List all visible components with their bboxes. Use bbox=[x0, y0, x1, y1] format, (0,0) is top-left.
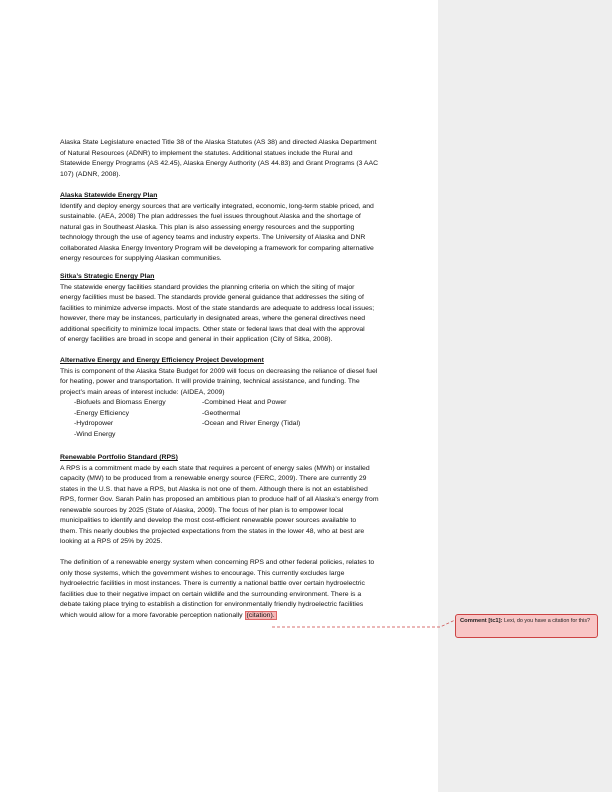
text-line: Statewide Energy Programs (AS 42.45), Alaska Energy Authority (AS 44.83) and Grant Programs (3 AAC bbox=[60, 160, 379, 167]
text-line: looking at a RPS of 25% by 2025. bbox=[60, 538, 163, 545]
text-line: capacity (MW) to be produced from a renewable energy source (FERC, 2009). There are currently 29 bbox=[60, 475, 367, 482]
text-line: states in the U.S. that have a RPS, but Alaska is not one of them. Although there is not an established bbox=[60, 485, 368, 493]
text-line: only those systems, which the government wishes to encourage. This currently excludes large bbox=[60, 569, 345, 577]
list-item: -Biofuels and Biomass Energy bbox=[74, 399, 166, 406]
section-heading: Alaska Statewide Energy Plan bbox=[60, 192, 158, 199]
text-line: however, there may be instances, particularly in designated areas, where the general directives need bbox=[60, 315, 366, 322]
text-line: natural gas in Southeast Alaska. This plan is also assessing energy resources and the supporting bbox=[60, 223, 355, 231]
text-line: 107) (ADNR, 2008). bbox=[60, 170, 121, 178]
citation-highlight[interactable]: (citation). bbox=[246, 611, 275, 619]
text-line: them. This nearly doubles the projected expectations from the states in the lower 48, who at best are bbox=[60, 527, 365, 535]
text-line: technology through the use of agency teams and industry experts. The University of Alaska and DNR bbox=[60, 234, 366, 241]
list-item: -Hydropower bbox=[74, 420, 114, 428]
text-line: sustainable. (AEA, 2008) The plan addresses the fuel issues throughout Alaska and the shortage of bbox=[60, 213, 361, 220]
text-line: The definition of a renewable energy system when concerning RPS and other federal policies, relates to bbox=[60, 559, 375, 566]
section-heading: Alternative Energy and Energy Efficiency Project Development bbox=[60, 357, 264, 364]
text-line: of Natural Resources (ADNR) to implement the statutes. Additional statues include the Rural and bbox=[60, 149, 353, 157]
section-heading: Renewable Portfolio Standard (RPS) bbox=[60, 454, 178, 461]
text-line: additional specificity to minimize local impacts. Other state or federal laws that deal with the approval bbox=[60, 325, 365, 333]
text-line: energy resources for supplying Alaskan communities. bbox=[60, 255, 222, 262]
comment-label: Comment [tc1]: bbox=[460, 618, 503, 624]
comment-text: Lexi, do you have a citation for this? bbox=[502, 618, 591, 624]
text-line: collaborated Alaska Energy Inventory Program will be developing a framework for comparing alternative bbox=[60, 244, 374, 252]
list-item: -Energy Efficiency bbox=[74, 409, 130, 417]
text-line: renewable sources by 2025 (State of Alaska, 2009). The focus of her plan is to empower local bbox=[60, 506, 344, 514]
text-line: project’s main areas of interest include: (AIDEA, 2009) bbox=[60, 388, 225, 396]
list-item: -Combined Heat and Power bbox=[202, 399, 287, 406]
text-line: for heating, power and transportation. It will provide training, technical assistance, and funding. The bbox=[60, 378, 360, 385]
text-line: Alaska State Legislature enacted Title 38 of the Alaska Statutes (AS 38) and directed Alaska Department bbox=[60, 139, 377, 146]
text-line: RPS, former Gov. Sarah Palin has proposed an ambitious plan to produce half of all Alaska’s energy from bbox=[60, 496, 379, 503]
text-span: which would allow for a more favorable perception nationally bbox=[60, 611, 245, 619]
text-line: municipalities to identify and develop the most cost-efficient renewable power sources available to bbox=[60, 517, 357, 524]
text-line: hydroelectric facilities in most instances. There is currently a national battle over certain hydroelectric bbox=[60, 580, 365, 587]
text-line: A RPS is a commitment made by each state that requires a percent of energy sales (MWh) or installed bbox=[60, 464, 370, 472]
list-item: -Ocean and River Energy (Tidal) bbox=[202, 420, 301, 428]
text-line: The statewide energy facilities standard provides the planning criteria on which the siting of major bbox=[60, 283, 355, 291]
text-line: energy facilities must be based. The standards provide general guidance that addresses the siting of bbox=[60, 294, 364, 301]
list-item: -Wind Energy bbox=[74, 430, 116, 438]
text-line: This is component of the Alaska State Budget for 2009 will focus on decreasing the reliance of diesel fuel bbox=[60, 367, 378, 375]
comment-balloon[interactable] bbox=[455, 614, 598, 638]
text-line: debate taking place trying to establish a distinction for environmentally friendly hydroelectric facilities bbox=[60, 601, 364, 608]
text-line: Identify and deploy energy sources that are vertically integrated, economic, long-term stable priced, and bbox=[60, 202, 374, 210]
text-line: facilities due to their negative impact on certain wildlife and the surrounding environment. There is a bbox=[60, 590, 362, 598]
list-item: -Geothermal bbox=[202, 409, 241, 417]
section-heading: Sitka’s Strategic Energy Plan bbox=[60, 273, 155, 280]
text-line: of energy facilities are broad in scope and general in their application (City of Sitka, 2008). bbox=[60, 336, 333, 343]
text-line: facilities to minimize adverse impacts. Most of the state standards are adequate to address local issues; bbox=[60, 304, 375, 312]
